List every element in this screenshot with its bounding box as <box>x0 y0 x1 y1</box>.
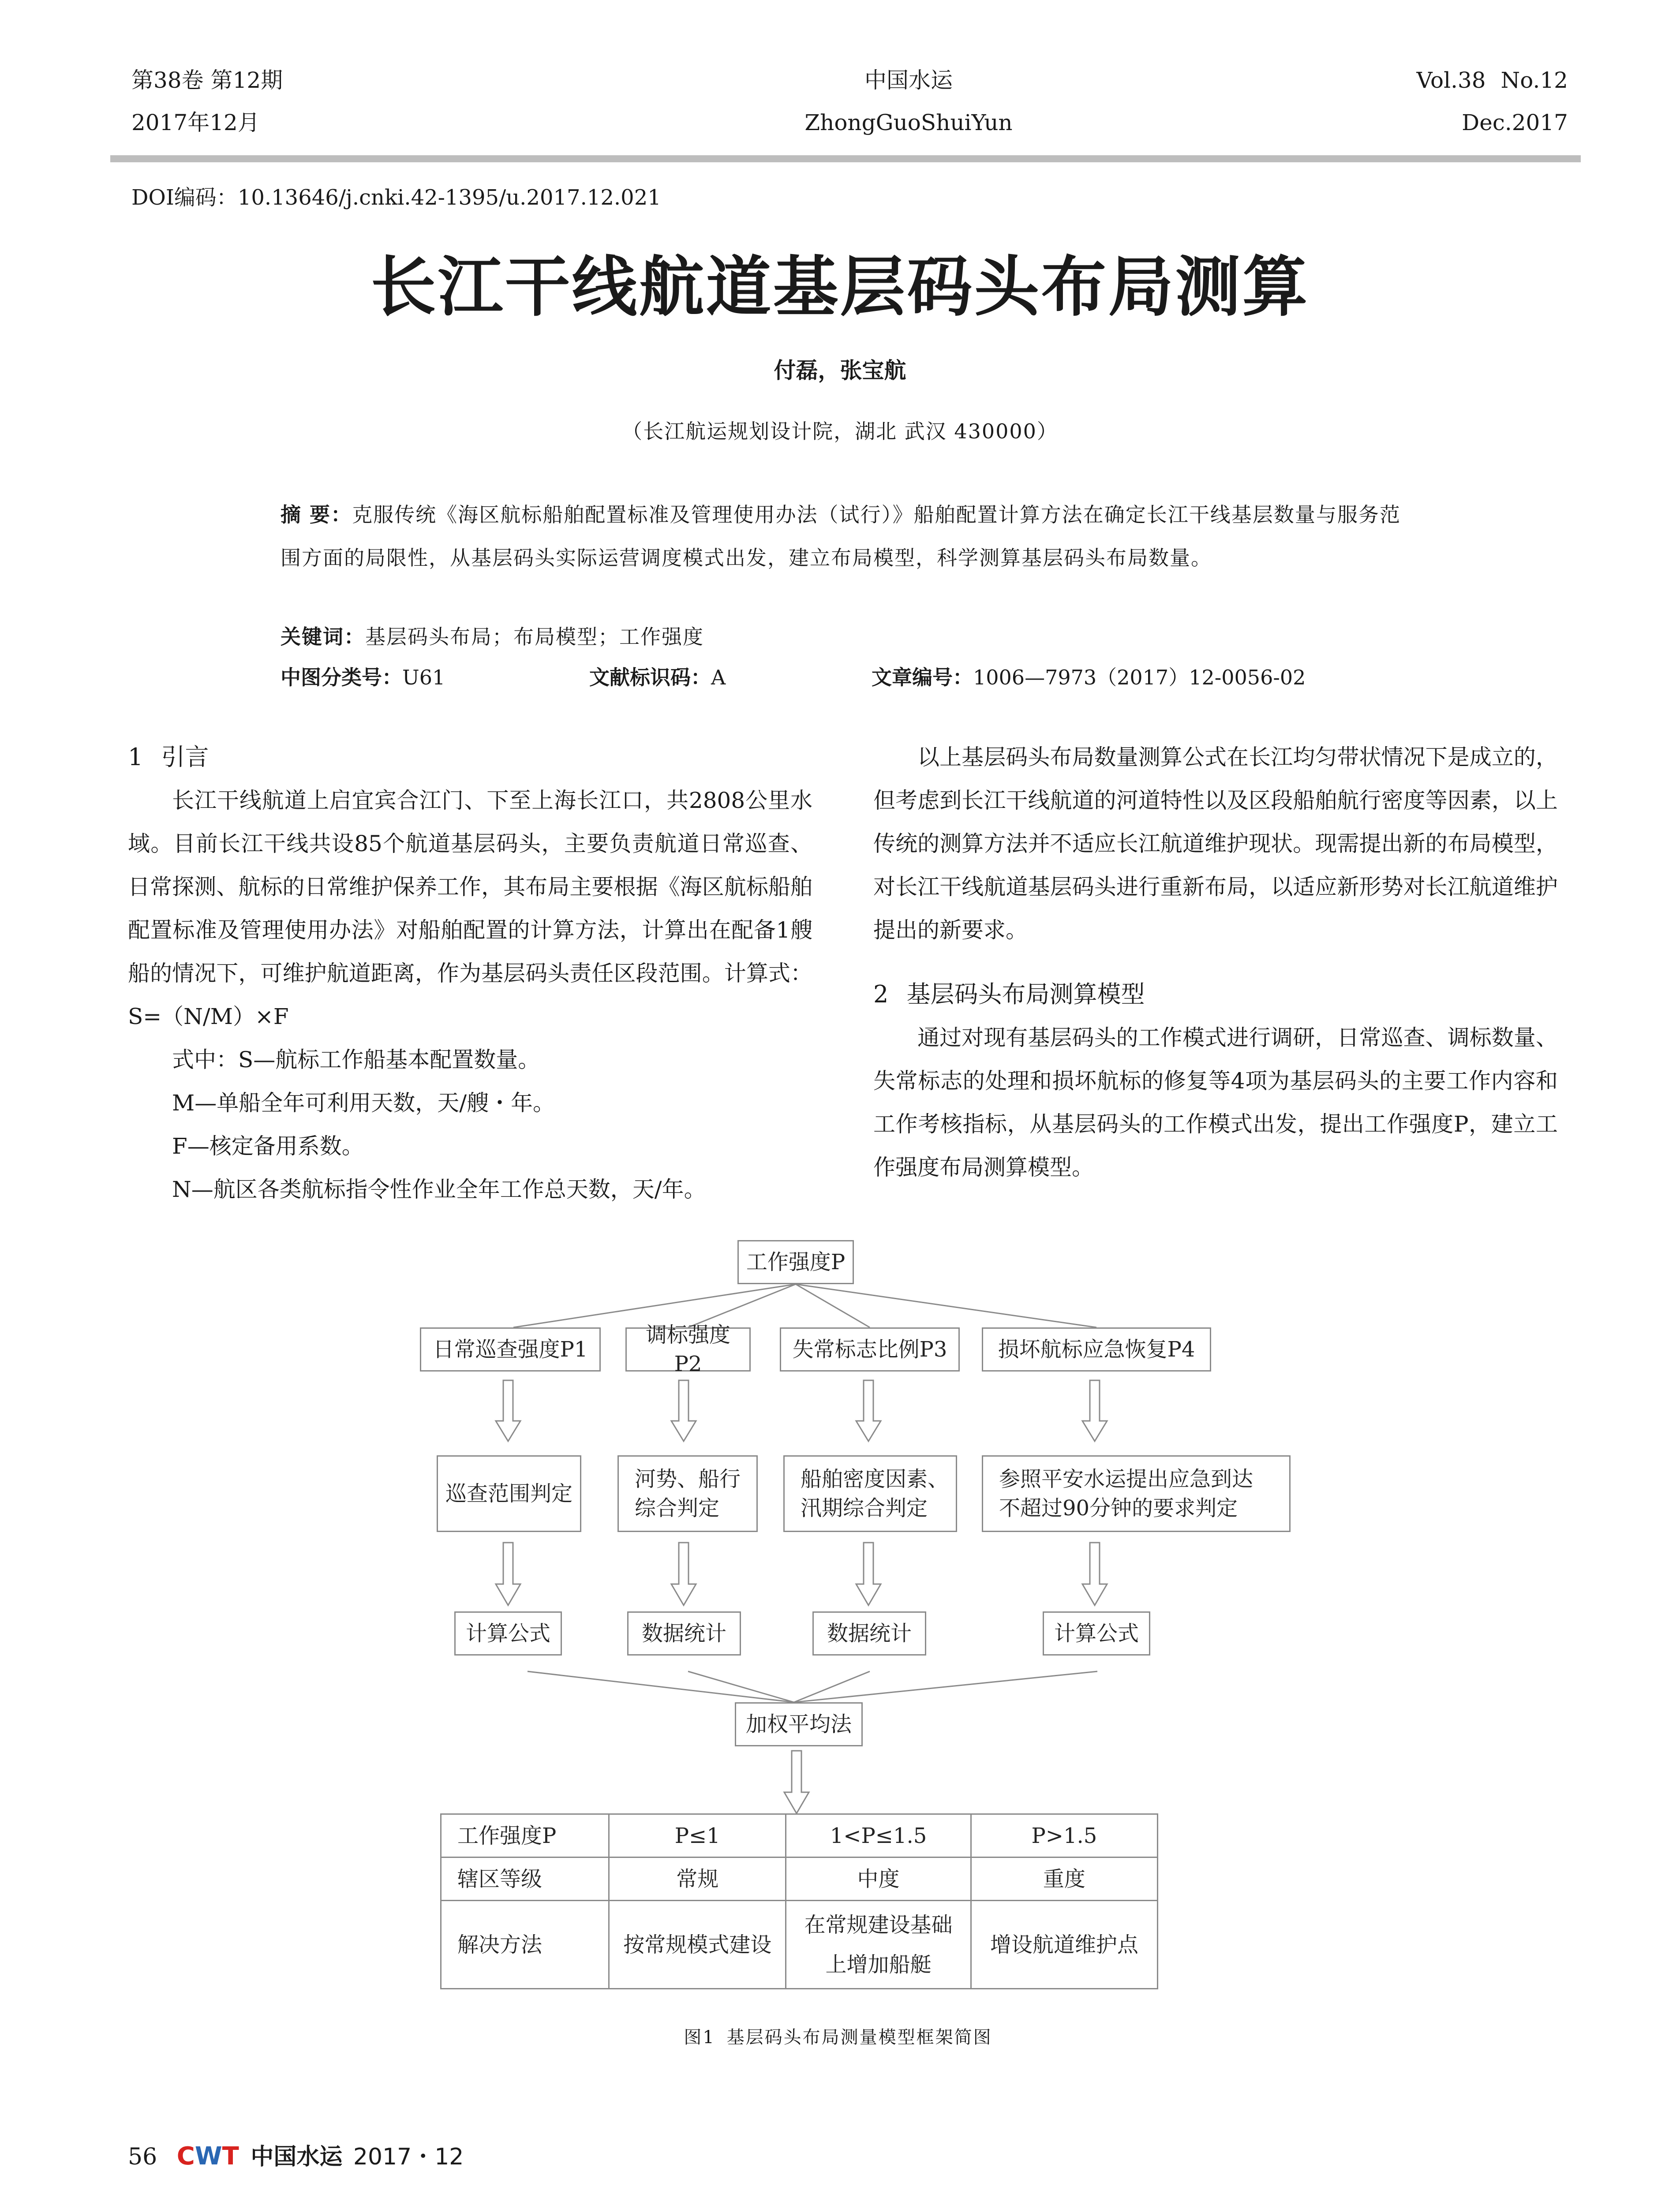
flowchart-judge-density: 船舶密度因素、 汛期综合判定 <box>783 1455 957 1532</box>
flowchart-node-p1: 日常巡查强度P1 <box>420 1327 601 1372</box>
flowchart-top-node: 工作强度P <box>737 1240 854 1284</box>
formula-definition-n: N—航区各类航标指令性作业全年工作总天数，天/年。 <box>172 1177 706 1202</box>
header-volume-issue: 第38卷 第12期 <box>131 67 283 93</box>
abstract-text: 克服传统《海区航标船舶配置标准及管理使用办法（试行）》船舶配置计算方法在确定长江干线基层数量与服务范围方面的局限性，从基层码头实际运营调度模式出发，建立布局模型，科学测算基层码头布局数量。 <box>281 503 1401 570</box>
formula-definition-m: M—单船全年可利用天数，天/艘・年。 <box>172 1090 555 1116</box>
formula-definition-f: F—核定备用系数。 <box>172 1133 364 1159</box>
table-cell: P≤1 <box>609 1814 786 1857</box>
flowchart-judge-river: 河势、船行 综合判定 <box>617 1455 758 1532</box>
section1-heading: 1 引言 <box>128 743 209 771</box>
abstract-block <box>281 493 1401 579</box>
flowchart-method-formula-2: 计算公式 <box>1043 1611 1150 1656</box>
flowchart-method-stats-2: 数据统计 <box>812 1611 926 1656</box>
clc-value: U61 <box>402 665 445 689</box>
left-column <box>128 736 812 1211</box>
flowchart-judge-patrol: 巡查范围判定 <box>437 1455 581 1532</box>
table-row <box>441 1814 1158 1857</box>
table-cell: 工作强度P <box>441 1814 609 1857</box>
flowchart-merge-node: 加权平均法 <box>735 1702 863 1746</box>
flowchart-judge-emergency: 参照平安水运提出应急到达 不超过90分钟的要求判定 <box>982 1455 1291 1532</box>
table-cell: 在常规建设基础 上增加船艇 <box>786 1901 971 1989</box>
clc-label: 中图分类号： <box>281 665 402 689</box>
footer-journal-name: 中国水运 <box>251 2144 343 2170</box>
formula-definition-s: 式中：S—航标工作船基本配置数量。 <box>172 1047 540 1073</box>
page-number: 56 <box>128 2144 157 2170</box>
doc-code-label: 文献标识码： <box>589 665 711 689</box>
table-cell: 常规 <box>609 1857 786 1901</box>
keywords-label: 关键词： <box>281 625 365 649</box>
table-cell: 中度 <box>786 1857 971 1901</box>
flowchart-method-formula-1: 计算公式 <box>454 1611 562 1656</box>
flowchart-node-p4: 损坏航标应急恢复P4 <box>982 1327 1211 1372</box>
doi: DOI编码：10.13646/j.cnki.42-1395/u.2017.12.021 <box>131 185 661 210</box>
keywords-line <box>281 623 704 651</box>
header-rule <box>110 155 1581 162</box>
table-cell: 1<P≤1.5 <box>786 1814 971 1857</box>
page-footer <box>128 2141 464 2172</box>
figure-caption: 图1 基层码头布局测量模型框架简图 <box>684 2027 992 2048</box>
header-journal-cn: 中国水运 <box>864 67 953 93</box>
cwt-logo <box>177 2142 239 2171</box>
result-table <box>440 1813 1158 1989</box>
table-cell: 辖区等级 <box>441 1857 609 1901</box>
header-date-en: Dec.2017 <box>1462 110 1568 135</box>
authors: 付磊，张宝航 <box>774 358 906 383</box>
article-number <box>872 663 1306 691</box>
flowchart-method-stats-1: 数据统计 <box>627 1611 741 1656</box>
section1-paragraph: 长江干线航道上启宜宾合江门、下至上海长江口，共2808公里水域。目前长江干线共设85个航道基层码头，主要负责航道日常巡查、日常探测、航标的日常维护保养工作，其布局主要根据《海区航标船舶配置标准及管理使用办法》对船舶配置的计算方法，计算出在配备1艘船的情况下，可维护航道距离，作为基层码头责任区段范围。计算式：S=（N/M）×F <box>128 788 812 1029</box>
header-volume-en: Vol.38 No.12 <box>1416 67 1568 93</box>
right-paragraph-1: 以上基层码头布局数量测算公式在长江均匀带状情况下是成立的，但考虑到长江干线航道的河道特性以及区段船舶航行密度等因素，以上传统的测算方法并不适应长江航道维护现状。现需提出新的布局模型，对长江干线航道基层码头进行重新布局，以适应新形势对长江航道维护提出的新要求。 <box>873 744 1558 943</box>
section2-heading: 2 基层码头布局测算模型 <box>873 980 1145 1008</box>
abstract-label: 摘 要： <box>281 503 352 527</box>
header-journal-pinyin: ZhongGuoShuiYun <box>804 110 1013 135</box>
flowchart-node-p2: 调标强度P2 <box>625 1327 751 1372</box>
table-cell: 增设航道维护点 <box>971 1901 1157 1989</box>
doc-code-value: A <box>711 665 726 689</box>
table-cell: P>1.5 <box>971 1814 1157 1857</box>
cwt-logo-text: CWT <box>176 2142 239 2171</box>
paper-title: 长江干线航道基层码头布局测算 <box>370 248 1310 325</box>
table-row <box>441 1901 1158 1989</box>
doc-code <box>589 663 726 691</box>
article-no-value: 1006—7973（2017）12-0056-02 <box>973 665 1306 689</box>
right-paragraph-2: 通过对现有基层码头的工作模式进行调研，日常巡查、调标数量、失常标志的处理和损坏航标的修复等4项为基层码头的主要工作内容和工作考核指标，从基层码头的工作模式出发，提出工作强度P，建立工作强度布局测算模型。 <box>873 1025 1558 1180</box>
footer-date: 2017・12 <box>353 2144 464 2170</box>
keywords-text: 基层码头布局；布局模型；工作强度 <box>365 625 704 649</box>
clc-number <box>281 663 445 691</box>
right-column <box>873 736 1558 1189</box>
flowchart-node-p3: 失常标志比例P3 <box>780 1327 960 1372</box>
article-no-label: 文章编号： <box>872 665 973 689</box>
header-date-cn: 2017年12月 <box>131 110 260 135</box>
affiliation: （长江航运规划设计院，湖北 武汉 430000） <box>622 419 1058 443</box>
table-cell: 解决方法 <box>441 1901 609 1989</box>
table-row <box>441 1857 1158 1901</box>
table-cell: 按常规模式建设 <box>609 1901 786 1989</box>
table-cell: 重度 <box>971 1857 1157 1901</box>
